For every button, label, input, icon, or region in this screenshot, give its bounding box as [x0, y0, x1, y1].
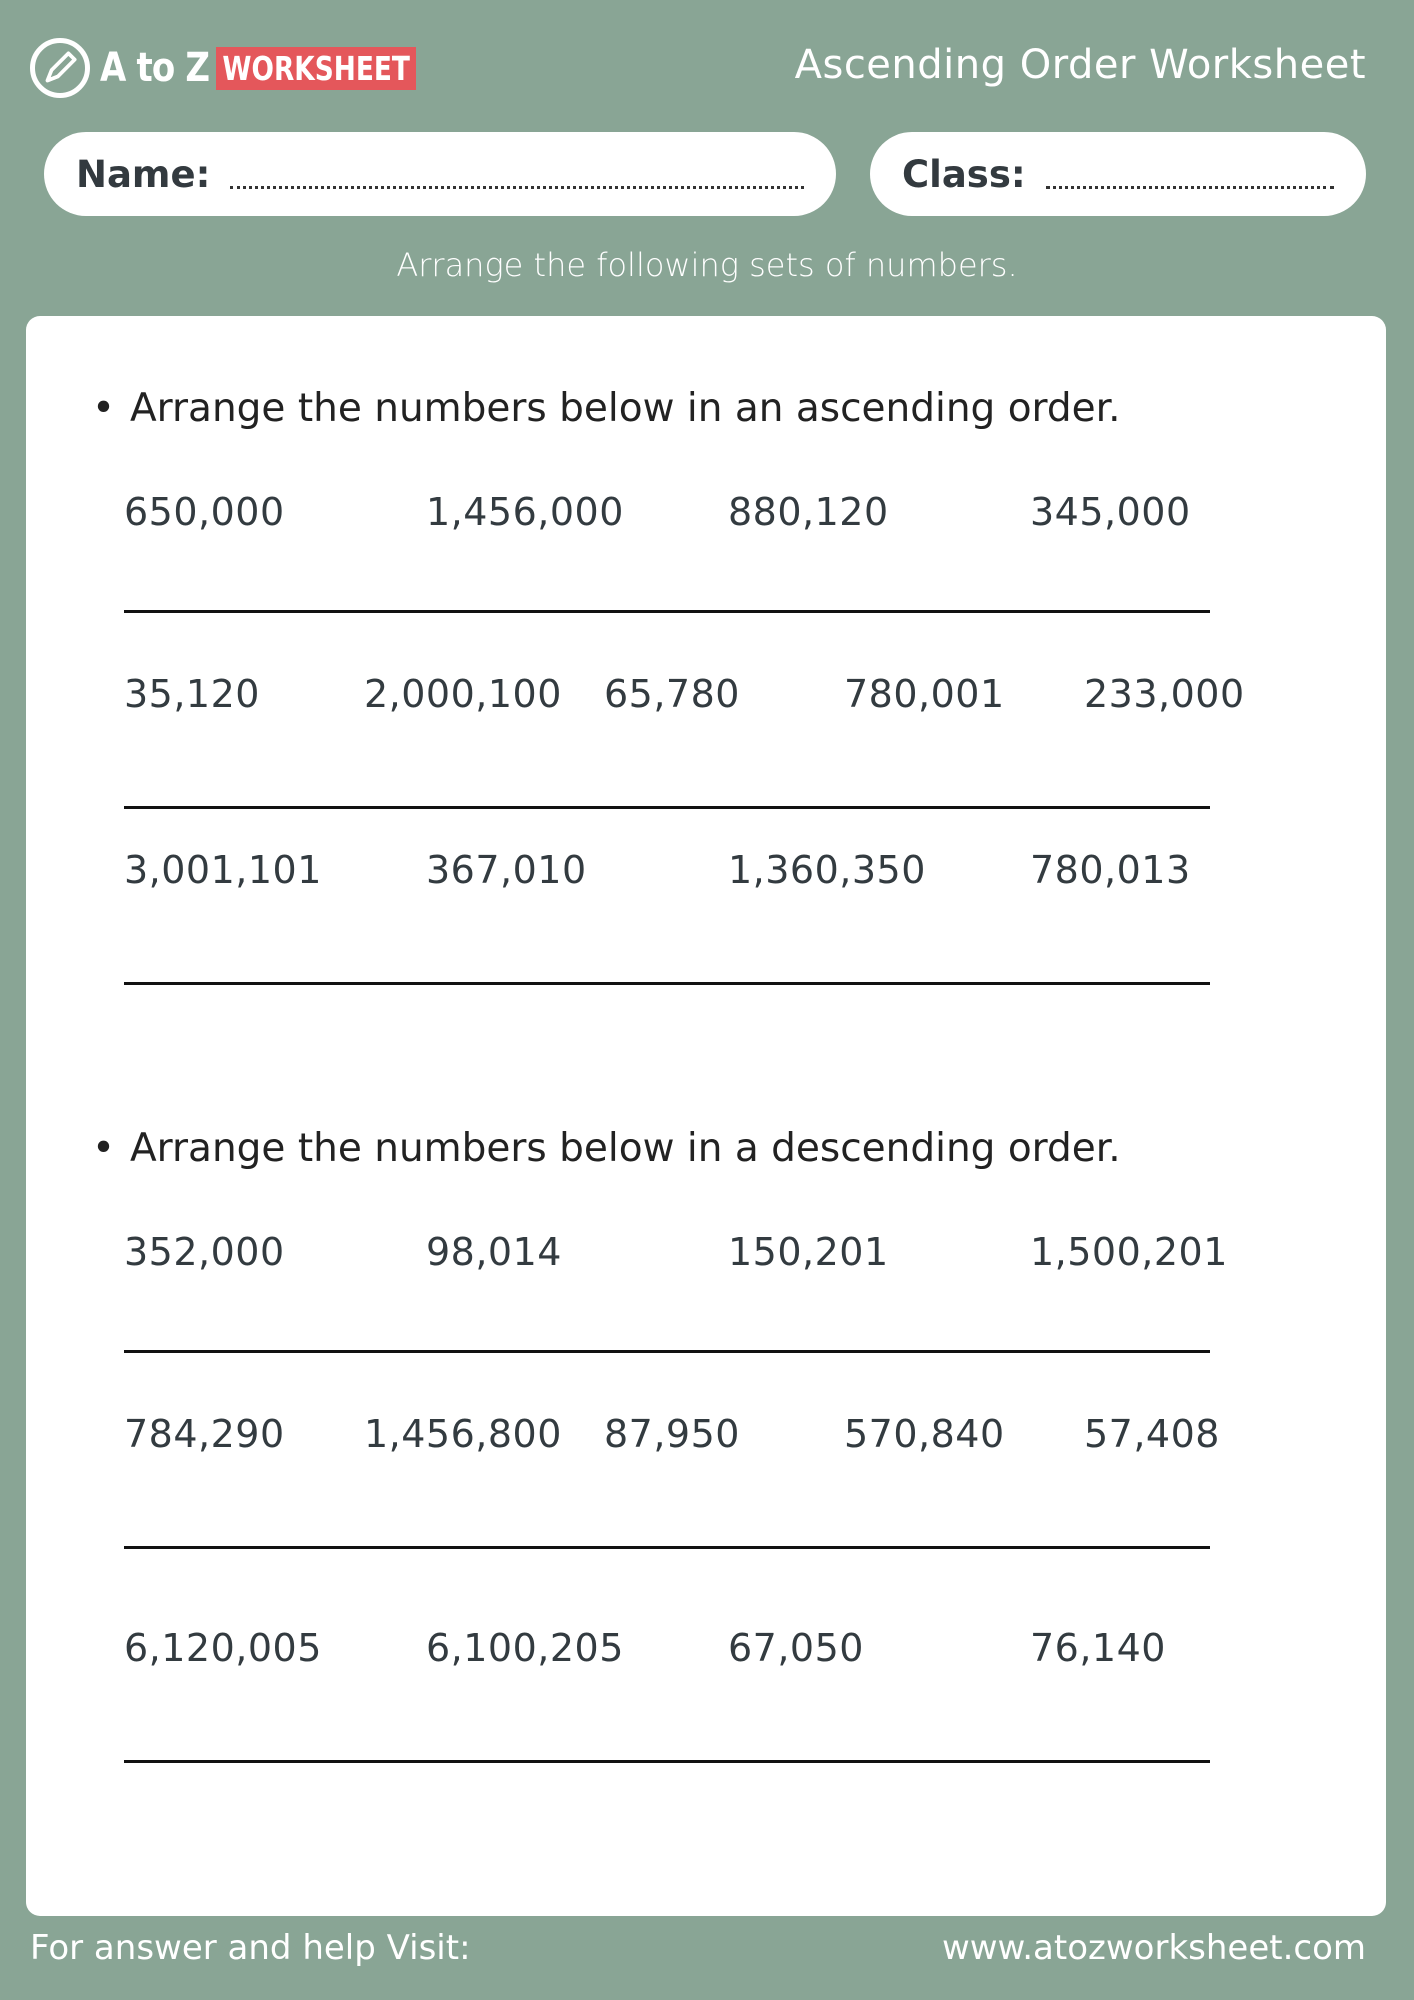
number: 1,456,800 — [364, 1412, 562, 1456]
number-row — [124, 1230, 1264, 1274]
class-label: Class: — [902, 152, 1026, 196]
number: 67,050 — [728, 1626, 864, 1670]
number: 1,456,000 — [426, 490, 624, 534]
logo-brand-text: A to Z — [100, 45, 210, 91]
number: 1,500,201 — [1030, 1230, 1228, 1274]
class-write-line[interactable] — [1046, 186, 1334, 189]
section-heading — [92, 1126, 1121, 1171]
pencil-logo-icon — [30, 38, 90, 98]
number: 98,014 — [426, 1230, 562, 1274]
number: 780,013 — [1030, 848, 1191, 892]
number-row — [124, 1626, 1264, 1670]
number: 784,290 — [124, 1412, 285, 1456]
number: 6,100,205 — [426, 1626, 624, 1670]
worksheet-title: Ascending Order Worksheet — [794, 42, 1366, 88]
number: 1,360,350 — [728, 848, 926, 892]
number: 87,950 — [604, 1412, 740, 1456]
number: 76,140 — [1030, 1626, 1166, 1670]
answer-line[interactable] — [124, 1760, 1210, 1763]
number: 35,120 — [124, 672, 260, 716]
class-field[interactable] — [870, 132, 1366, 216]
name-label: Name: — [76, 152, 211, 196]
number: 570,840 — [844, 1412, 1005, 1456]
answer-line[interactable] — [124, 982, 1210, 985]
answer-line[interactable] — [124, 806, 1210, 809]
number: 3,001,101 — [124, 848, 322, 892]
footer-help-text: For answer and help Visit: — [30, 1928, 471, 1968]
logo-tag-text: WORKSHEET — [216, 47, 416, 90]
section-heading-text: Arrange the numbers below in an ascending order. — [130, 386, 1121, 431]
number: 150,201 — [728, 1230, 889, 1274]
number-row — [124, 490, 1264, 534]
footer-website-link[interactable]: www.atozworksheet.com — [941, 1928, 1366, 1968]
brand-logo — [30, 38, 467, 98]
instruction-text: Arrange the following sets of numbers. — [396, 246, 1018, 284]
number: 650,000 — [124, 490, 285, 534]
number: 352,000 — [124, 1230, 285, 1274]
number: 65,780 — [604, 672, 740, 716]
worksheet-card — [26, 316, 1386, 1916]
name-write-line[interactable] — [230, 186, 804, 189]
section-heading-text: Arrange the numbers below in a descending order. — [130, 1126, 1121, 1171]
bullet-icon: • — [92, 1126, 116, 1171]
answer-line[interactable] — [124, 1350, 1210, 1353]
section-heading — [92, 386, 1121, 431]
number: 57,408 — [1084, 1412, 1220, 1456]
number: 345,000 — [1030, 490, 1191, 534]
number-row — [124, 848, 1264, 892]
number: 367,010 — [426, 848, 587, 892]
answer-line[interactable] — [124, 610, 1210, 613]
answer-line[interactable] — [124, 1546, 1210, 1549]
number-row — [124, 1412, 1264, 1456]
number: 233,000 — [1084, 672, 1245, 716]
number: 780,001 — [844, 672, 1005, 716]
number: 880,120 — [728, 490, 889, 534]
number: 6,120,005 — [124, 1626, 322, 1670]
number-row — [124, 672, 1264, 716]
bullet-icon: • — [92, 386, 116, 431]
number: 2,000,100 — [364, 672, 562, 716]
name-field[interactable] — [44, 132, 836, 216]
